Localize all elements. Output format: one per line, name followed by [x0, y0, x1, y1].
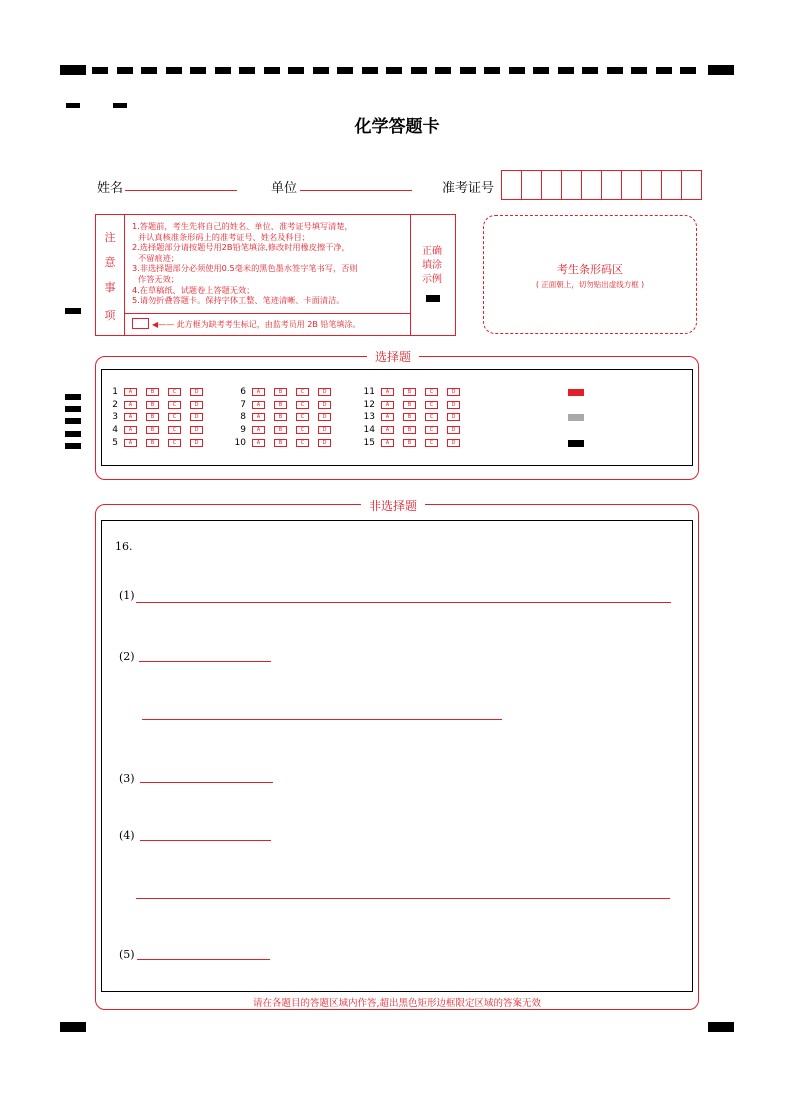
option-bubble-d[interactable]: D	[447, 388, 460, 396]
option-bubble-d[interactable]: D	[447, 413, 460, 421]
question-number: 12	[363, 399, 375, 410]
timing-dash	[362, 67, 378, 74]
question-number: 11	[363, 387, 375, 397]
choice-question-row	[357, 387, 469, 397]
color-swatch-gray	[568, 414, 584, 421]
question-number: 5	[112, 437, 118, 448]
option-bubble-c[interactable]: C	[168, 388, 181, 396]
timing-mark	[113, 103, 127, 108]
id-digit-box[interactable]	[502, 171, 522, 199]
question-number: 9	[240, 425, 246, 436]
choice-question-row	[100, 387, 212, 397]
option-bubble-c[interactable]: C	[425, 426, 438, 434]
unit-label: 单位	[271, 181, 298, 196]
id-digit-box[interactable]	[542, 171, 562, 199]
correct-fill-label: 正确填涂示例	[422, 246, 442, 285]
rule-line: 不留痕迹；	[138, 252, 179, 263]
question-number: 8	[240, 412, 246, 423]
rule-line: 4.在草稿纸、试题卷上答题无效；	[132, 284, 255, 295]
option-bubble-d[interactable]: D	[447, 426, 460, 434]
question-number: 15	[363, 437, 375, 448]
option-bubble-a[interactable]: A	[381, 426, 394, 434]
choice-question-row	[357, 400, 469, 410]
option-bubble-d[interactable]: D	[190, 401, 203, 409]
option-bubble-d[interactable]: D	[447, 439, 460, 447]
id-digit-box[interactable]	[522, 171, 542, 199]
option-bubble-c[interactable]: C	[296, 388, 309, 396]
option-bubble-a[interactable]: A	[252, 439, 265, 447]
timing-mark	[65, 394, 81, 400]
id-digit-box[interactable]	[622, 171, 642, 199]
timing-dash	[215, 67, 231, 74]
timing-dash	[656, 67, 672, 74]
question-number: 4	[112, 425, 118, 436]
id-label: 准考证号	[442, 181, 495, 196]
timing-mark	[66, 103, 80, 108]
correct-fill-example	[426, 295, 440, 302]
absent-mark-text: ◀—— 此方框为缺考考生标记，由监考员用 2B 铅笔填涂。	[152, 320, 361, 329]
option-bubble-b[interactable]: B	[403, 413, 416, 421]
option-bubble-c[interactable]: C	[296, 426, 309, 434]
option-bubble-b[interactable]: B	[403, 388, 416, 396]
name-label: 姓名	[97, 181, 124, 196]
option-bubble-a[interactable]: A	[124, 413, 137, 421]
option-bubble-d[interactable]: D	[318, 401, 331, 409]
part-label: (3)	[119, 772, 135, 785]
timing-dash	[288, 67, 304, 74]
choice-question-row	[228, 387, 340, 397]
option-bubble-b[interactable]: B	[274, 401, 287, 409]
option-bubble-d[interactable]: D	[447, 401, 460, 409]
timing-dash	[582, 67, 598, 74]
option-bubble-c[interactable]: C	[425, 388, 438, 396]
question-number: 14	[363, 425, 375, 436]
timing-dash	[313, 67, 329, 74]
question-number: 10	[234, 437, 246, 448]
option-bubble-c[interactable]: C	[425, 401, 438, 409]
timing-dash	[631, 67, 647, 74]
notice-side	[96, 215, 125, 335]
answer-line[interactable]	[137, 959, 270, 960]
question-number: 6	[240, 387, 246, 397]
option-bubble-a[interactable]: A	[381, 439, 394, 447]
option-bubble-b[interactable]: B	[403, 426, 416, 434]
option-bubble-a[interactable]: A	[252, 388, 265, 396]
timing-mark	[65, 418, 81, 424]
footer-note: 请在各题目的答题区域内作答,超出黑色矩形边框限定区域的答案无效	[252, 998, 542, 1009]
timing-dash	[460, 67, 476, 74]
barcode-subtitle: ( 正面朝上，切勿贴出虚线方框 )	[535, 280, 645, 289]
absent-mark-box[interactable]	[132, 318, 149, 329]
answer-line[interactable]	[140, 782, 273, 783]
rule-line: 3.非选择题部分必须使用0.5毫米的黑色墨水签字笔书写，否则	[132, 263, 358, 274]
option-bubble-c[interactable]: C	[168, 401, 181, 409]
choice-question-row	[357, 425, 469, 435]
option-bubble-c[interactable]: C	[425, 439, 438, 447]
choice-question-row	[100, 425, 212, 435]
color-swatch-black	[568, 440, 584, 447]
timing-mark	[65, 443, 81, 449]
id-digit-box[interactable]	[642, 171, 662, 199]
timing-mark	[60, 1022, 86, 1032]
option-bubble-c[interactable]: C	[425, 413, 438, 421]
barcode-area	[483, 215, 697, 334]
option-bubble-c[interactable]: C	[168, 439, 181, 447]
option-bubble-a[interactable]: A	[381, 401, 394, 409]
rule-line: 5.请勿折叠答题卡。保持字体工整、笔迹清晰、卡面清洁。	[132, 295, 345, 306]
option-bubble-b[interactable]: B	[146, 388, 159, 396]
option-bubble-d[interactable]: D	[318, 413, 331, 421]
timing-mark	[65, 406, 81, 412]
id-number-boxes[interactable]	[501, 170, 702, 200]
part-label: (4)	[119, 829, 135, 842]
notice-rules	[132, 221, 417, 306]
choice-question-row	[228, 425, 340, 435]
timing-dash	[484, 67, 500, 74]
option-bubble-b[interactable]: B	[403, 401, 416, 409]
option-bubble-b[interactable]: B	[403, 439, 416, 447]
choice-question-row	[357, 438, 469, 448]
answer-line[interactable]	[136, 602, 671, 603]
option-bubble-b[interactable]: B	[274, 413, 287, 421]
choice-heading: 选择题	[367, 348, 419, 365]
option-bubble-b[interactable]: B	[146, 401, 159, 409]
timing-dash	[166, 67, 182, 74]
timing-mark	[65, 308, 81, 314]
timing-dash	[141, 67, 157, 74]
question-number: 3	[112, 412, 118, 423]
choice-question-row	[228, 438, 340, 448]
option-bubble-a[interactable]: A	[124, 388, 137, 396]
notice-char: 事	[104, 281, 116, 294]
nonchoice-heading: 非选择题	[361, 497, 425, 514]
notice-char: 意	[104, 256, 116, 269]
rule-line: 2.选择题部分请按题号用2B铅笔填涂,修改时用橡皮擦干净，	[132, 242, 350, 253]
option-bubble-c[interactable]: C	[296, 439, 309, 447]
choice-question-row	[228, 412, 340, 422]
timing-dash	[558, 67, 574, 74]
question-number: 13	[363, 412, 375, 423]
name-field[interactable]	[125, 190, 237, 191]
question-number: 16.	[115, 540, 133, 553]
option-bubble-b[interactable]: B	[146, 426, 159, 434]
option-bubble-b[interactable]: B	[146, 413, 159, 421]
option-bubble-a[interactable]: A	[124, 439, 137, 447]
rule-line: 1.答题前，考生先将自己的姓名、单位、准考证号填写清楚，	[132, 221, 353, 231]
timing-mark	[708, 1022, 734, 1032]
answer-line[interactable]	[142, 719, 502, 720]
option-bubble-a[interactable]: A	[252, 426, 265, 434]
choice-question-row	[228, 400, 340, 410]
option-bubble-a[interactable]: A	[381, 388, 394, 396]
timing-dash	[509, 67, 525, 74]
option-bubble-d[interactable]: D	[318, 388, 331, 396]
timing-dash	[190, 67, 206, 74]
option-bubble-b[interactable]: B	[274, 426, 287, 434]
part-label: (1)	[119, 589, 135, 602]
choice-question-row	[100, 400, 212, 410]
rule-line: 并认真核准条形码上的准考证号、姓名及科目；	[138, 231, 310, 242]
choice-question-row	[100, 438, 212, 448]
part-label: (5)	[119, 948, 135, 961]
barcode-title: 考生条形码区	[557, 263, 623, 276]
answer-line[interactable]	[140, 840, 271, 841]
timing-dash	[92, 67, 108, 74]
option-bubble-a[interactable]: A	[381, 413, 394, 421]
option-bubble-b[interactable]: B	[274, 388, 287, 396]
notice-char: 项	[104, 309, 116, 322]
question-number: 1	[112, 387, 118, 397]
timing-dash	[239, 67, 255, 74]
timing-mark	[65, 431, 81, 437]
option-bubble-d[interactable]: D	[190, 439, 203, 447]
unit-field[interactable]	[300, 190, 412, 191]
option-bubble-a[interactable]: A	[252, 401, 265, 409]
id-digit-box[interactable]	[682, 171, 701, 199]
page-title: 化学答题卡	[354, 117, 440, 137]
option-bubble-c[interactable]: C	[296, 401, 309, 409]
option-bubble-c[interactable]: C	[168, 413, 181, 421]
answer-line[interactable]	[139, 661, 271, 662]
option-bubble-d[interactable]: D	[318, 439, 331, 447]
question-number: 2	[112, 399, 118, 410]
timing-dash	[607, 67, 623, 74]
nonchoice-frame	[101, 520, 693, 992]
timing-dash	[264, 67, 280, 74]
timing-dash	[435, 67, 451, 74]
option-bubble-b[interactable]: B	[146, 439, 159, 447]
id-digit-box[interactable]	[662, 171, 682, 199]
option-bubble-d[interactable]: D	[318, 426, 331, 434]
choice-question-row	[357, 412, 469, 422]
timing-dash	[411, 67, 427, 74]
timing-dash	[680, 67, 696, 74]
answer-line[interactable]	[136, 898, 670, 899]
option-bubble-a[interactable]: A	[124, 426, 137, 434]
option-bubble-d[interactable]: D	[190, 388, 203, 396]
option-bubble-a[interactable]: A	[124, 401, 137, 409]
id-digit-box[interactable]	[562, 171, 582, 199]
rule-line: 作答无效；	[138, 273, 179, 284]
notice-char: 注	[104, 231, 116, 244]
option-bubble-b[interactable]: B	[274, 439, 287, 447]
timing-dash	[337, 67, 353, 74]
option-bubble-c[interactable]: C	[296, 413, 309, 421]
option-bubble-d[interactable]: D	[190, 426, 203, 434]
timing-dash	[386, 67, 402, 74]
id-digit-box[interactable]	[602, 171, 622, 199]
color-swatch-red	[568, 389, 584, 396]
option-bubble-c[interactable]: C	[168, 426, 181, 434]
timing-dash	[533, 67, 549, 74]
notice-box	[95, 214, 456, 336]
part-label: (2)	[119, 650, 135, 663]
question-number: 7	[240, 399, 246, 410]
option-bubble-a[interactable]: A	[252, 413, 265, 421]
id-digit-box[interactable]	[582, 171, 602, 199]
option-bubble-d[interactable]: D	[190, 413, 203, 421]
timing-dash	[117, 67, 133, 74]
choice-question-row	[100, 412, 212, 422]
